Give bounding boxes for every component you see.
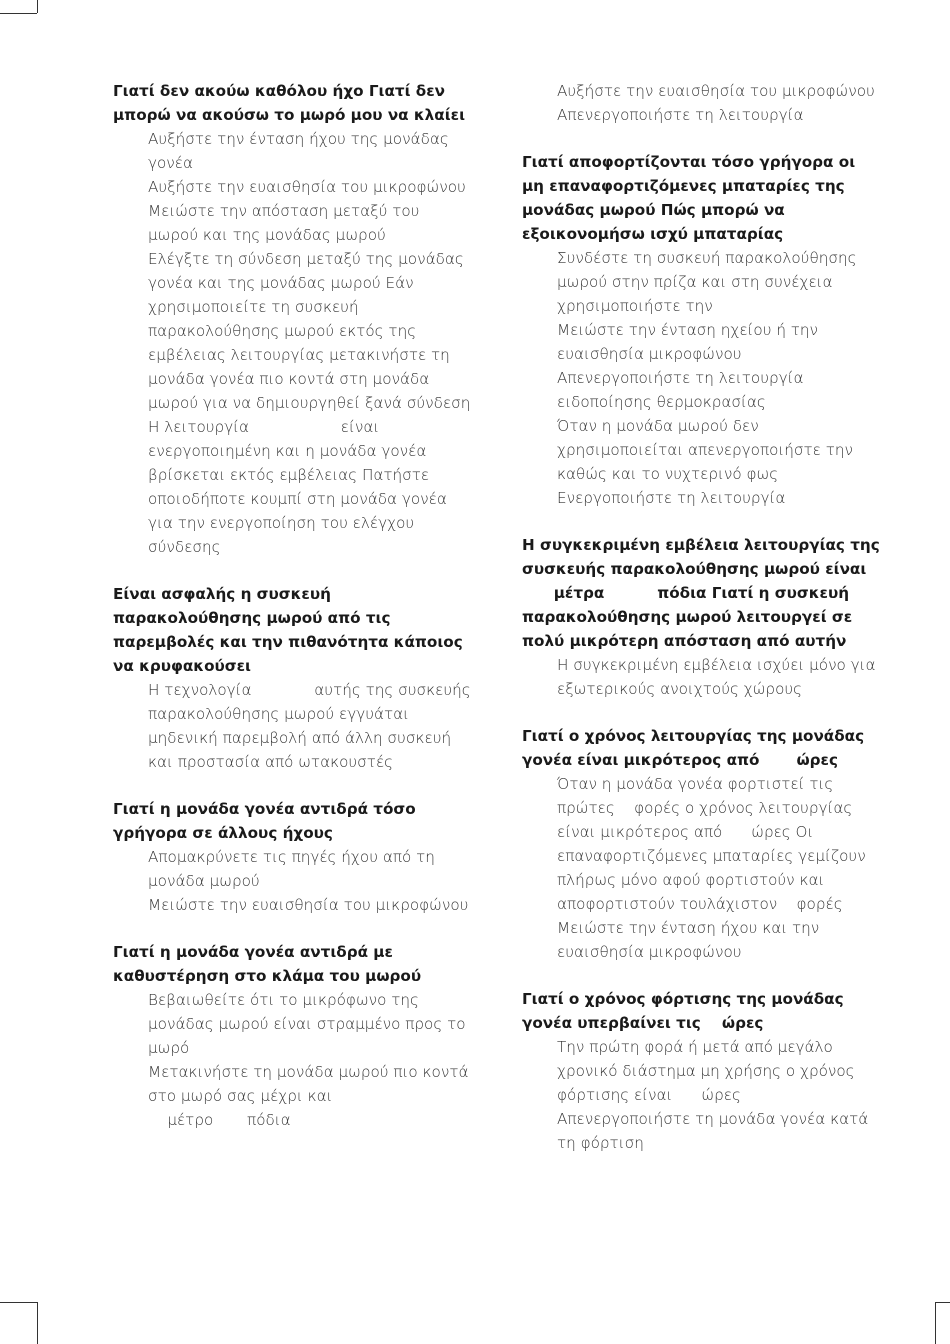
crop-mark-top-left (37, 0, 38, 13)
left-faq-block (113, 797, 473, 917)
faq-answer-item: Μειώστε την απόσταση μεταξύ του μωρού και της μονάδας μωρού (148, 202, 425, 244)
faq-answer-list (557, 772, 882, 964)
faq-question: Γιατί η μονάδα γονέα αντιδρά τόσο γρήγορα σε άλλους ήχους (113, 800, 421, 842)
right-faq-block (522, 150, 882, 510)
faq-question: Η συγκεκριμένη εμβέλεια λειτουργίας της συσκευής παρακολούθησης μωρού είναι μέτρα πόδια Γιατί η συσκευή παρακολούθησης μωρού λειτουργεί σε πολύ μικρότερη απόσταση από αυτήν (522, 536, 880, 650)
faq-answer-item: Βεβαιωθείτε ότι το μικρόφωνο της μονάδας μωρού είναι στραμμένο προς το μωρό (148, 991, 471, 1057)
faq-answer-item: Μειώστε την ευαισθησία του μικροφώνου (148, 896, 469, 914)
faq-answer-item: Συνδέστε τη συσκευή παρακολούθησης μωρού στην πρίζα και στη συνέχεια χρησιμοποιήστε την (557, 249, 862, 315)
right-column (522, 79, 882, 1178)
faq-answer-item: Μετακινήστε τη μονάδα μωρού πιο κοντά στο μωρό σας μέχρι και μέτρο πόδια (148, 1063, 469, 1129)
right-faq-block (522, 533, 882, 701)
crop-mark-top-left-h (0, 13, 37, 14)
left-faq-block (113, 940, 473, 1132)
faq-answer-item: Η συγκεκριμένη εμβέλεια ισχύει μόνο για εξωτερικούς ανοιχτούς χώρους (557, 656, 881, 698)
faq-answer-list (557, 246, 882, 510)
crop-mark-bottom-right (935, 1302, 936, 1344)
continued-answer-list (557, 79, 882, 127)
faq-answer-item: Αυξήστε την ευαισθησία του μικροφώνου (557, 82, 875, 100)
faq-answer-item: Όταν η μονάδα μωρού δεν χρησιμοποιείται απενεργοποιήστε την καθώς και το νυχτερινό φως (557, 417, 858, 483)
faq-question: Γιατί αποφορτίζονται τόσο γρήγορα οι μη επαναφορτιζόμενες μπαταρίες της μονάδας μωρού Πώς μπορώ να εξοικονομήσω ισχύ μπαταρίας (522, 153, 861, 243)
faq-answer-item: Ελέγξτε τη σύνδεση μεταξύ της μονάδας γονέα και της μονάδας μωρού Εάν χρησιμοποιείτε τη συσκευή παρακολούθησης μωρού εκτός της εμβέλειας λειτουργίας μετακινήστε τη μονάδα γονέα πιο κοντά στη μονάδα μωρού για να δημιουργηθεί ξανά σύνδεση (148, 250, 471, 412)
faq-question: Γιατί δεν ακούω καθόλου ήχο Γιατί δεν μπορώ να ακούσω το μωρό μου να κλαίει (113, 82, 466, 124)
faq-answer-list (148, 127, 473, 559)
faq-answer-item: Αυξήστε την ένταση ήχου της μονάδας γονέα (148, 130, 454, 172)
faq-question: Είναι ασφαλής η συσκευή παρακολούθησης μωρού από τις παρεμβολές και την πιθανότητα κάποιος να κρυφακούσει (113, 585, 468, 675)
crop-mark-bottom-left (37, 1302, 38, 1344)
faq-answer-item: Απενεργοποιήστε τη λειτουργία ειδοποίησης θερμοκρασίας (557, 369, 809, 411)
faq-answer-item: Την πρώτη φορά ή μετά από μεγάλο χρονικό διάστημα μη χρήσης ο χρόνος φόρτισης είναι ώρες (557, 1038, 860, 1104)
faq-answer-item: Απενεργοποιήστε τη μονάδα γονέα κατά τη φόρτιση (557, 1110, 874, 1152)
faq-answer-item: Αυξήστε την ευαισθησία του μικροφώνου (148, 178, 466, 196)
faq-question: Γιατί ο χρόνος λειτουργίας της μονάδας γονέα είναι μικρότερος από ώρες (522, 727, 870, 769)
faq-question: Γιατί ο χρόνος φόρτισης της μονάδας γονέα υπερβαίνει τις ώρες (522, 990, 849, 1032)
faq-answer-item: Η λειτουργία είναι ενεργοποιημένη και η μονάδα γονέα βρίσκεται εκτός εμβέλειας Πατήστε οποιοδήποτε κουμπί στη μονάδα γονέα για την ενεργοποίηση του ελέγχου σύνδεσης (148, 418, 452, 556)
faq-answer-item: Μειώστε την ένταση ήχου και την ευαισθησία μικροφώνου (557, 919, 825, 961)
faq-answer-item: Όταν η μονάδα γονέα φορτιστεί τις πρώτες φορές ο χρόνος λειτουργίας είναι μικρότερος από ώρες Οι επαναφορτιζόμενες μπαταρίες γεμίζουν πλήρως μόνο αφού φορτιστούν και αποφορτιστούν τουλάχιστον φορές (557, 775, 871, 913)
faq-answer-list (148, 678, 476, 774)
left-column (113, 79, 476, 1155)
faq-answer-item: Η τεχνολογία αυτής της συσκευής παρακολούθησης μωρού εγγυάται μηδενική παρεμβολή από άλλη συσκευή και προστασία από ωτακουστές (148, 681, 476, 771)
faq-answer-list (557, 1035, 882, 1155)
faq-question: Γιατί η μονάδα γονέα αντιδρά με καθυστέρηση στο κλάμα του μωρού (113, 943, 422, 985)
right-faq-block (522, 724, 882, 964)
faq-answer-item: Απενεργοποιήστε τη λειτουργία (557, 106, 804, 124)
crop-mark-bottom-right-h (935, 1302, 950, 1303)
faq-answer-list (148, 845, 473, 917)
faq-answer-list (148, 988, 473, 1132)
crop-mark-bottom-left-h (0, 1302, 37, 1303)
right-faq-block (522, 987, 882, 1155)
left-faq-block (113, 582, 476, 774)
faq-answer-list (557, 653, 882, 701)
faq-answer-item: Απομακρύνετε τις πηγές ήχου από τη μονάδα μωρού (148, 848, 440, 890)
left-faq-block (113, 79, 473, 559)
faq-answer-item: Ενεργοποιήστε τη λειτουργία (557, 489, 786, 507)
faq-answer-item: Μειώστε την ένταση ηχείου ή την ευαισθησία μικροφώνου (557, 321, 823, 363)
